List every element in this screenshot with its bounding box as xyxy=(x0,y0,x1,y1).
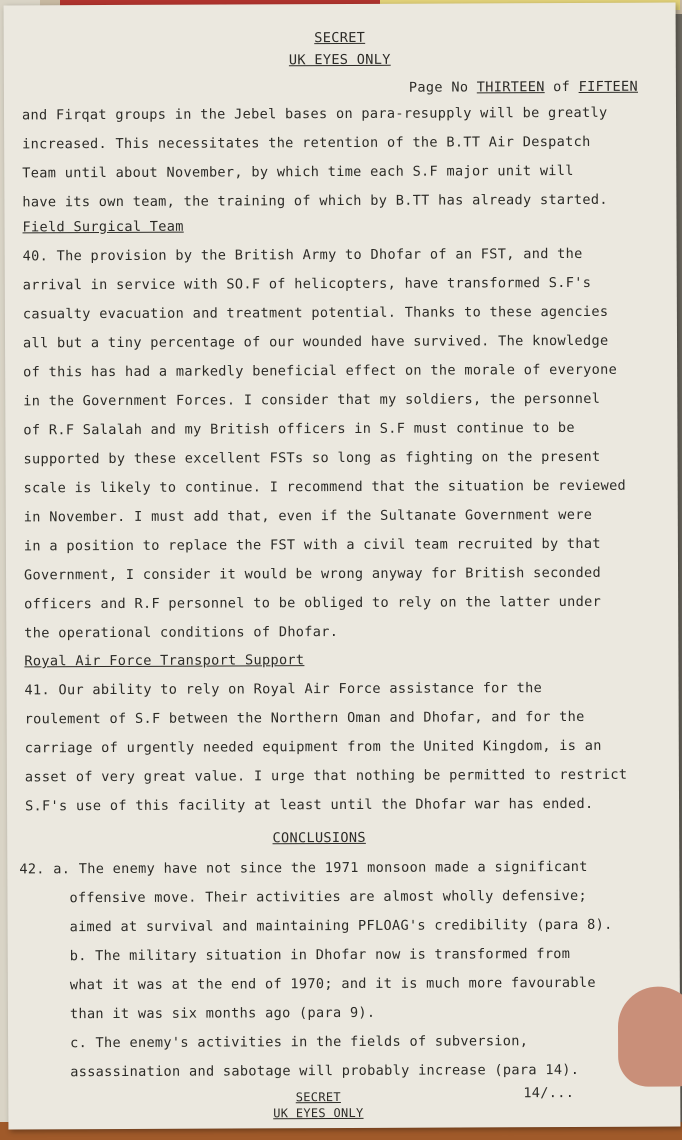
intro-line: increased. This necessitates the retention of the B.TT Air Despatch xyxy=(22,133,591,153)
fst-line: scale is likely to continue. I recommend that the situation be reviewed xyxy=(23,477,627,497)
thumb-holding-page xyxy=(618,986,682,1086)
fst-line: Government, I consider it would be wrong anyway for British seconded xyxy=(24,564,601,584)
fst-line: in November. I must add that, even if the Sultanate Government were xyxy=(23,506,593,526)
fst-line: officers and R.F personnel to be obliged to rely on the latter under xyxy=(24,593,602,613)
conclusion-line: what it was at the end of 1970; and it is much more favourable xyxy=(69,974,596,994)
conclusion-line: c. The enemy's activities in the fields of subversion, xyxy=(70,1033,529,1052)
footer-classification: SECRET xyxy=(295,1090,341,1105)
fst-line: all but a tiny percentage of our wounded have survived. The knowledge xyxy=(22,332,609,352)
fst-line: the operational conditions of Dhofar. xyxy=(24,624,339,642)
intro-line: Team until about November, by which time each S.F major unit will xyxy=(22,162,574,182)
header-classification: SECRET xyxy=(314,29,366,47)
heading-raf-transport-support: Royal Air Force Transport Support xyxy=(24,652,305,670)
conclusion-line: than it was six months ago (para 9). xyxy=(69,1004,376,1023)
continuation-marker: 14/... xyxy=(523,1084,575,1102)
conclusion-line: 42. a. The enemy have not since the 1971 monsoon made a significant xyxy=(19,858,588,878)
fst-line: in the Government Forces. I consider that my soldiers, the personnel xyxy=(23,390,601,410)
fst-line: 40. The provision by the British Army to Dhofar of an FST, and the xyxy=(22,245,583,265)
page-number: Page No THIRTEEN of FIFTEEN xyxy=(408,78,639,96)
document-page xyxy=(4,3,681,1130)
fst-line: casualty evacuation and treatment potential. Thanks to these agencies xyxy=(22,303,609,323)
raf-line: carriage of urgently needed equipment from the United Kingdom, is an xyxy=(24,737,602,757)
intro-line: have its own team, the training of which by B.TT has already started. xyxy=(22,191,608,211)
conclusion-line: assassination and sabotage will probably increase (para 14). xyxy=(70,1061,580,1081)
fst-line: supported by these excellent FSTs so long as fighting on the present xyxy=(23,448,601,468)
raf-line: asset of very great value. I urge that nothing be permitted to restrict xyxy=(24,766,628,786)
fst-line: in a position to replace the FST with a civil team recruited by that xyxy=(23,535,601,555)
raf-line: roulement of S.F between the Northern Oman and Dhofar, and for the xyxy=(24,708,585,728)
fst-line: of this has had a markedly beneficial effect on the morale of everyone xyxy=(23,361,618,381)
heading-conclusions: CONCLUSIONS xyxy=(272,829,366,847)
raf-line: S.F's use of this facility at least until the Dhofar war has ended. xyxy=(25,795,594,815)
footer-caveat: UK EYES ONLY xyxy=(273,1105,364,1121)
conclusion-line: offensive move. Their activities are almost wholly defensive; xyxy=(69,887,588,907)
heading-field-surgical-team: Field Surgical Team xyxy=(22,218,184,236)
conclusion-line: b. The military situation in Dhofar now is transformed from xyxy=(69,946,571,965)
header-caveat: UK EYES ONLY xyxy=(288,51,391,69)
fst-line: arrival in service with SO.F of helicopters, have transformed S.F's xyxy=(22,274,592,294)
fst-line: of R.F Salalah and my British officers in S.F must continue to be xyxy=(23,419,575,439)
intro-line: and Firqat groups in the Jebel bases on para-resupply will be greatly xyxy=(21,104,608,124)
raf-line: 41. Our ability to rely on Royal Air Force assistance for the xyxy=(24,680,543,699)
conclusion-line: aimed at survival and maintaining PFLOAG's credibility (para 8). xyxy=(69,916,613,936)
